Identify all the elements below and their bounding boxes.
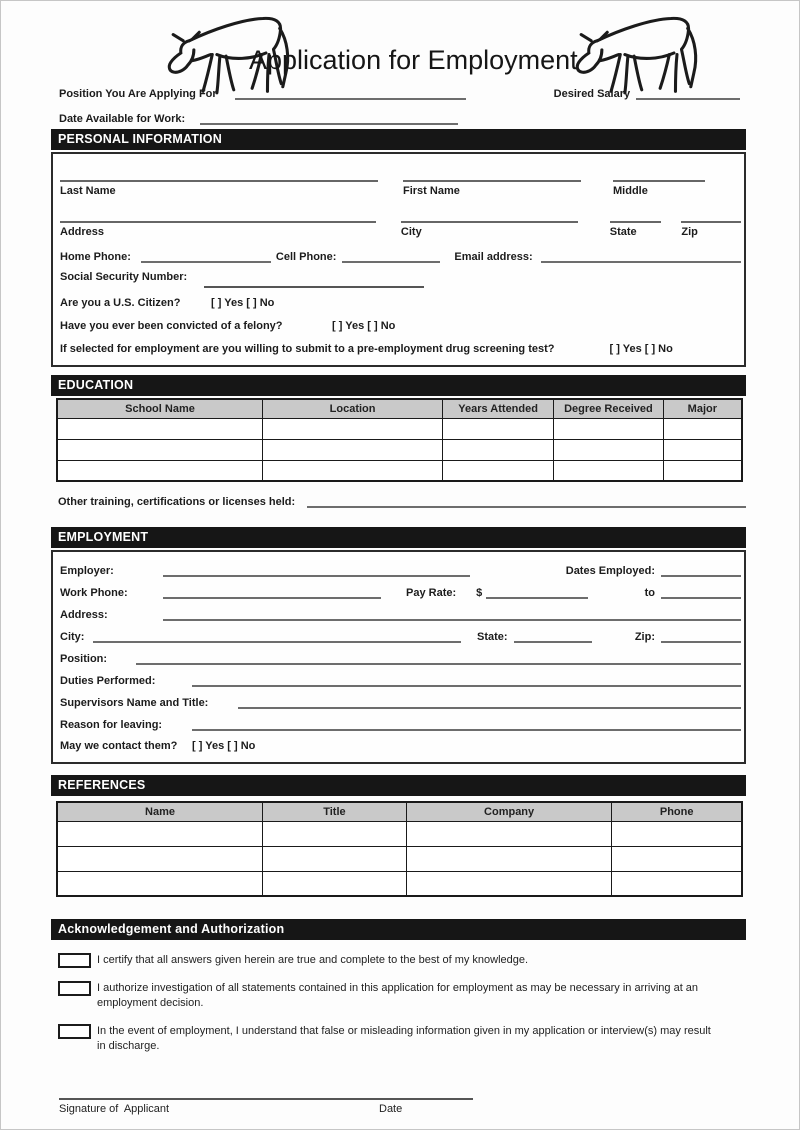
education-cell[interactable] — [663, 439, 742, 460]
education-cell[interactable] — [443, 439, 554, 460]
employer-city-label: City: — [60, 631, 85, 643]
employer-zip-label: Zip: — [634, 631, 655, 643]
education-cell[interactable] — [263, 418, 443, 439]
work-phone-input[interactable] — [163, 586, 381, 599]
ack-authorize-text: I authorize investigation of all statements contained in this application for employment as may be necessary in arriving at an employment decision. — [97, 982, 699, 1009]
page-title: Application for Employment — [249, 45, 578, 75]
date-available-label: Date Available for Work: — [59, 113, 186, 125]
references-cell[interactable] — [57, 846, 263, 871]
ack-discharge-text: In the event of employment, I understand that false or misleading information given in my application or interview(s) may result in discharge. — [97, 1025, 711, 1052]
date-label: Date — [379, 1103, 403, 1115]
education-cell[interactable] — [57, 418, 263, 439]
education-col-years-attended: Years Attended — [443, 399, 554, 418]
signature-area — [59, 1098, 473, 1117]
duties-performed-input[interactable] — [192, 674, 741, 687]
education-cell[interactable] — [554, 460, 664, 481]
employer-input[interactable] — [163, 564, 470, 577]
other-training-input[interactable] — [307, 495, 746, 508]
home-phone-label: Home Phone: — [60, 251, 131, 263]
may-we-contact-yes-no-checkboxes[interactable]: [ ] Yes [ ] No — [192, 740, 256, 752]
references-cell[interactable] — [406, 846, 612, 871]
acknowledgement-section-header: Acknowledgement and Authorization — [51, 919, 746, 940]
dates-employed-from-input[interactable] — [661, 564, 741, 577]
date-available-input[interactable] — [200, 112, 458, 125]
education-cell[interactable] — [263, 460, 443, 481]
references-row — [57, 871, 742, 896]
last-name-label: Last Name — [60, 185, 116, 197]
drug-test-yes-no-checkboxes[interactable]: [ ] Yes [ ] No — [609, 343, 673, 355]
drug-test-question-label: If selected for employment are you willing to submit to a pre-employment drug screening test? — [60, 343, 555, 355]
education-cell[interactable] — [554, 439, 664, 460]
pay-rate-input[interactable] — [486, 586, 588, 599]
city-input[interactable] — [401, 207, 578, 223]
education-cell[interactable] — [263, 439, 443, 460]
employer-state-label: State: — [477, 631, 508, 643]
work-phone-label: Work Phone: — [60, 587, 128, 599]
desired-salary-input[interactable] — [636, 87, 740, 100]
education-col-location: Location — [263, 399, 443, 418]
education-row — [57, 439, 742, 460]
pay-rate-label: Pay Rate: — [406, 587, 457, 599]
dates-employed-label: Dates Employed: — [565, 565, 655, 577]
education-row — [57, 460, 742, 481]
ack-statement-item — [51, 981, 746, 1011]
references-row — [57, 821, 742, 846]
cell-phone-label: Cell Phone: — [275, 251, 337, 263]
references-cell[interactable] — [612, 871, 742, 896]
first-name-label: First Name — [403, 185, 460, 197]
education-table — [56, 398, 743, 482]
zip-input[interactable] — [681, 207, 741, 223]
dates-employed-to-input[interactable] — [661, 586, 741, 599]
pay-rate-to-label: to — [644, 587, 655, 599]
references-cell[interactable] — [263, 821, 407, 846]
cell-phone-input[interactable] — [342, 250, 440, 263]
employer-city-input[interactable] — [93, 630, 461, 643]
middle-name-label: Middle — [613, 185, 648, 197]
employer-address-input[interactable] — [163, 608, 741, 621]
home-phone-input[interactable] — [141, 250, 271, 263]
address-input[interactable] — [60, 207, 376, 223]
form-header — [51, 1, 746, 129]
supervisor-name-title-label: Supervisors Name and Title: — [60, 697, 209, 709]
ssn-label: Social Security Number: — [60, 271, 188, 283]
may-we-contact-label: May we contact them? — [60, 740, 178, 752]
ack-certify-text: I certify that all answers given herein are true and complete to the best of my knowledge. — [97, 954, 529, 966]
first-name-input[interactable] — [403, 166, 581, 182]
education-cell[interactable] — [663, 418, 742, 439]
address-label: Address — [60, 226, 105, 238]
position-applying-input[interactable] — [235, 87, 466, 100]
education-section-header: EDUCATION — [51, 375, 746, 396]
ack-statement-item — [51, 1024, 746, 1054]
personal-information-section — [51, 152, 746, 367]
employment-section — [51, 550, 746, 764]
references-cell[interactable] — [612, 821, 742, 846]
signature-input[interactable] — [59, 1098, 473, 1100]
references-cell[interactable] — [57, 821, 263, 846]
references-cell[interactable] — [263, 871, 407, 896]
education-cell[interactable] — [663, 460, 742, 481]
middle-name-input[interactable] — [613, 166, 705, 182]
employer-zip-input[interactable] — [661, 630, 741, 643]
zip-label: Zip — [681, 226, 698, 238]
ack-certify-checkbox[interactable] — [58, 953, 91, 968]
citizen-question-label: Are you a U.S. Citizen? — [60, 297, 181, 309]
city-label: City — [400, 226, 422, 238]
email-label: Email address: — [454, 251, 533, 263]
education-row — [57, 418, 742, 439]
ack-discharge-checkbox[interactable] — [58, 1024, 91, 1039]
education-cell[interactable] — [554, 418, 664, 439]
education-cell[interactable] — [57, 460, 263, 481]
ssn-input[interactable] — [204, 286, 424, 288]
references-cell[interactable] — [406, 821, 612, 846]
references-cell[interactable] — [612, 846, 742, 871]
references-row — [57, 846, 742, 871]
references-col-phone: Phone — [612, 802, 742, 821]
citizen-yes-no-checkboxes[interactable]: [ ] Yes [ ] No — [211, 297, 275, 309]
position-input[interactable] — [136, 652, 741, 665]
reason-for-leaving-label: Reason for leaving: — [60, 719, 163, 731]
other-training-label: Other training, certifications or licenses held: — [58, 496, 296, 508]
state-input[interactable] — [610, 207, 662, 223]
acknowledgement-section — [51, 953, 746, 1054]
references-col-name: Name — [57, 802, 263, 821]
position-applying-label: Position You Are Applying For — [59, 88, 217, 100]
employer-label: Employer: — [60, 565, 114, 577]
employment-section-header: EMPLOYMENT — [51, 527, 746, 548]
education-cell[interactable] — [443, 418, 554, 439]
state-label: State — [609, 226, 637, 238]
references-table — [56, 801, 743, 897]
felony-yes-no-checkboxes[interactable]: [ ] Yes [ ] No — [332, 320, 396, 332]
references-cell[interactable] — [406, 871, 612, 896]
desired-salary-label: Desired Salary — [553, 88, 631, 100]
last-name-input[interactable] — [60, 166, 378, 182]
employer-state-input[interactable] — [514, 630, 592, 643]
duties-performed-label: Duties Performed: — [60, 675, 156, 687]
reason-for-leaving-input[interactable] — [192, 718, 741, 731]
position-label: Position: — [60, 653, 108, 665]
felony-question-label: Have you ever been convicted of a felony? — [60, 320, 283, 332]
references-cell[interactable] — [57, 871, 263, 896]
references-cell[interactable] — [263, 846, 407, 871]
education-col-degree-received: Degree Received — [554, 399, 664, 418]
signature-of-applicant-label: Signature of Applicant — [59, 1103, 170, 1115]
education-col-major: Major — [663, 399, 742, 418]
employer-address-label: Address: — [60, 609, 108, 621]
email-input[interactable] — [541, 250, 741, 263]
ack-authorize-checkbox[interactable] — [58, 981, 91, 996]
education-cell[interactable] — [57, 439, 263, 460]
supervisor-name-title-input[interactable] — [238, 696, 741, 709]
references-section-header: REFERENCES — [51, 775, 746, 796]
education-cell[interactable] — [443, 460, 554, 481]
education-col-school-name: School Name — [57, 399, 263, 418]
personal-information-section-header: PERSONAL INFORMATION — [51, 129, 746, 150]
pay-rate-dollar-sign: $ — [476, 587, 483, 599]
references-col-title: Title — [263, 802, 407, 821]
references-col-company: Company — [406, 802, 612, 821]
cow-icon — [554, 7, 708, 99]
ack-statement-item — [51, 953, 746, 968]
